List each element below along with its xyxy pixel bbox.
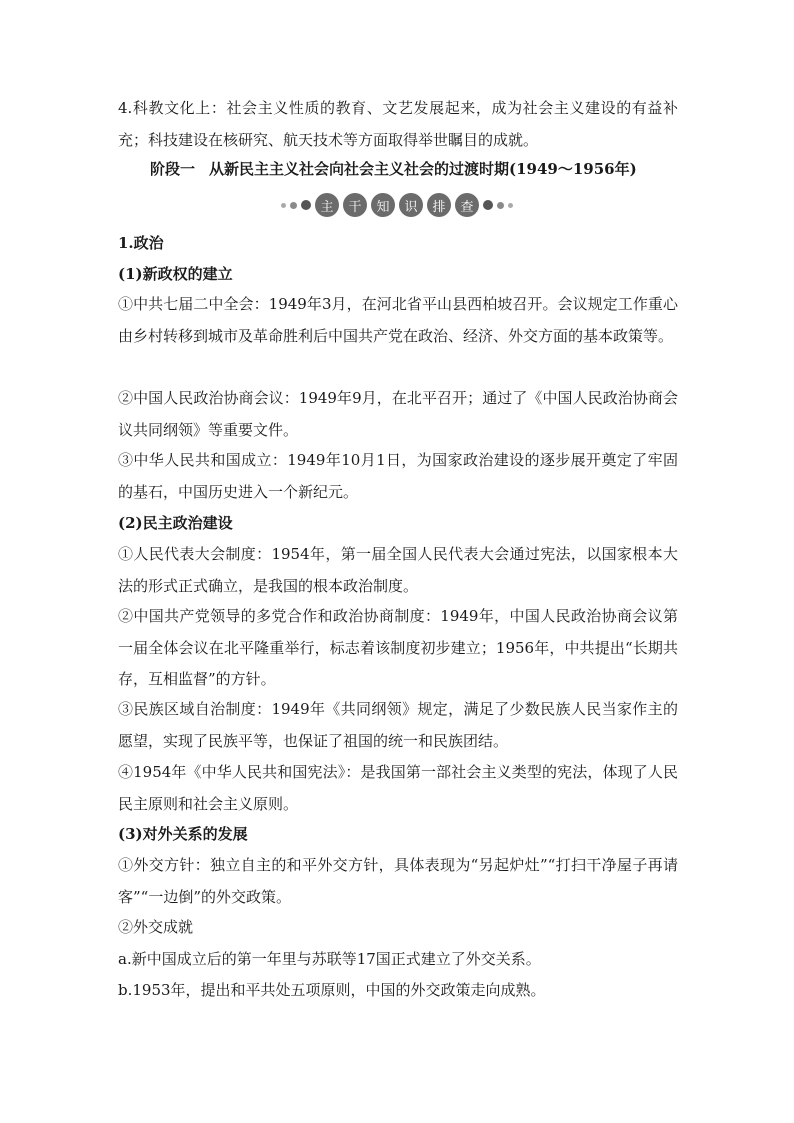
banner-dot-icon	[483, 200, 493, 210]
section-banner	[266, 192, 528, 218]
banner-dot-icon	[497, 202, 504, 209]
banner-char: 干	[343, 193, 367, 217]
stage-title: 从新民主主义社会向社会主义社会的过渡时期(1949～1956年)	[209, 160, 637, 178]
stage-heading	[150, 158, 637, 180]
banner-dot-icon	[301, 200, 311, 210]
banner-char: 主	[315, 193, 339, 217]
subheading-foreign-relations: (3)对外关系的发展	[118, 825, 248, 843]
paragraph-second-plenum: ①中共七届二中全会：1949年3月，在河北省平山县西柏坡召开。会议规定工作重心由乡村转移到城市及革命胜利后中国共产党在政治、经济、外交方面的基本政策等。	[118, 295, 678, 345]
paragraph-diplomatic-achievements: ②外交成就	[118, 918, 194, 936]
paragraph-cppcc: ②中国人民政治协商会议：1949年9月，在北平召开；通过了《中国人民政治协商会议共同纲领》等重要文件。	[118, 389, 678, 439]
banner-dot-icon	[281, 203, 286, 208]
subheading-new-regime: (1)新政权的建立	[118, 265, 233, 283]
banner-char: 排	[427, 193, 451, 217]
banner-dot-icon	[508, 203, 513, 208]
paragraph-science-culture: 4.科教文化上：社会主义性质的教育、文艺发展起来，成为社会主义建设的有益补充；科技建设在核研究、航天技术等方面取得举世瞩目的成就。	[118, 99, 678, 149]
stage-label: 阶段一	[150, 160, 196, 178]
paragraph-peoples-congress: ①人民代表大会制度：1954年，第一届全国人民代表大会通过宪法，以国家根本大法的形式正式确立，是我国的根本政治制度。	[118, 545, 678, 595]
section-heading-politics: 1.政治	[118, 234, 164, 252]
subheading-democratic-politics: (2)民主政治建设	[118, 514, 233, 532]
banner-char: 查	[455, 193, 479, 217]
paragraph-multiparty-cooperation: ②中国共产党领导的多党合作和政治协商制度：1949年，中国人民政治协商会议第一届全体会议在北平隆重举行，标志着该制度初步建立；1956年，中共提出“长期共存，互相监督”的方针。	[118, 607, 678, 688]
banner-dot-icon	[290, 202, 297, 209]
banner-char: 知	[371, 193, 395, 217]
paragraph-1954-constitution: ④1954年《中华人民共和国宪法》：是我国第一部社会主义类型的宪法，体现了人民民主原则和社会主义原则。	[118, 763, 678, 813]
list-item-a: a.新中国成立后的第一年里与苏联等17国正式建立了外交关系。	[118, 950, 541, 968]
paragraph-prc-founding: ③中华人民共和国成立：1949年10月1日，为国家政治建设的逐步展开奠定了牢固的基石，中国历史进入一个新纪元。	[118, 451, 678, 501]
banner-char: 识	[399, 193, 423, 217]
list-item-b: b.1953年，提出和平共处五项原则，中国的外交政策走向成熟。	[118, 981, 546, 999]
paragraph-regional-autonomy: ③民族区域自治制度：1949年《共同纲领》规定，满足了少数民族人民当家作主的愿望，实现了民族平等，也保证了祖国的统一和民族团结。	[118, 700, 678, 750]
paragraph-foreign-policy: ①外交方针：独立自主的和平外交方针，具体表现为“另起炉灶”“打扫干净屋子再请客”“一边倒”的外交政策。	[118, 856, 678, 906]
